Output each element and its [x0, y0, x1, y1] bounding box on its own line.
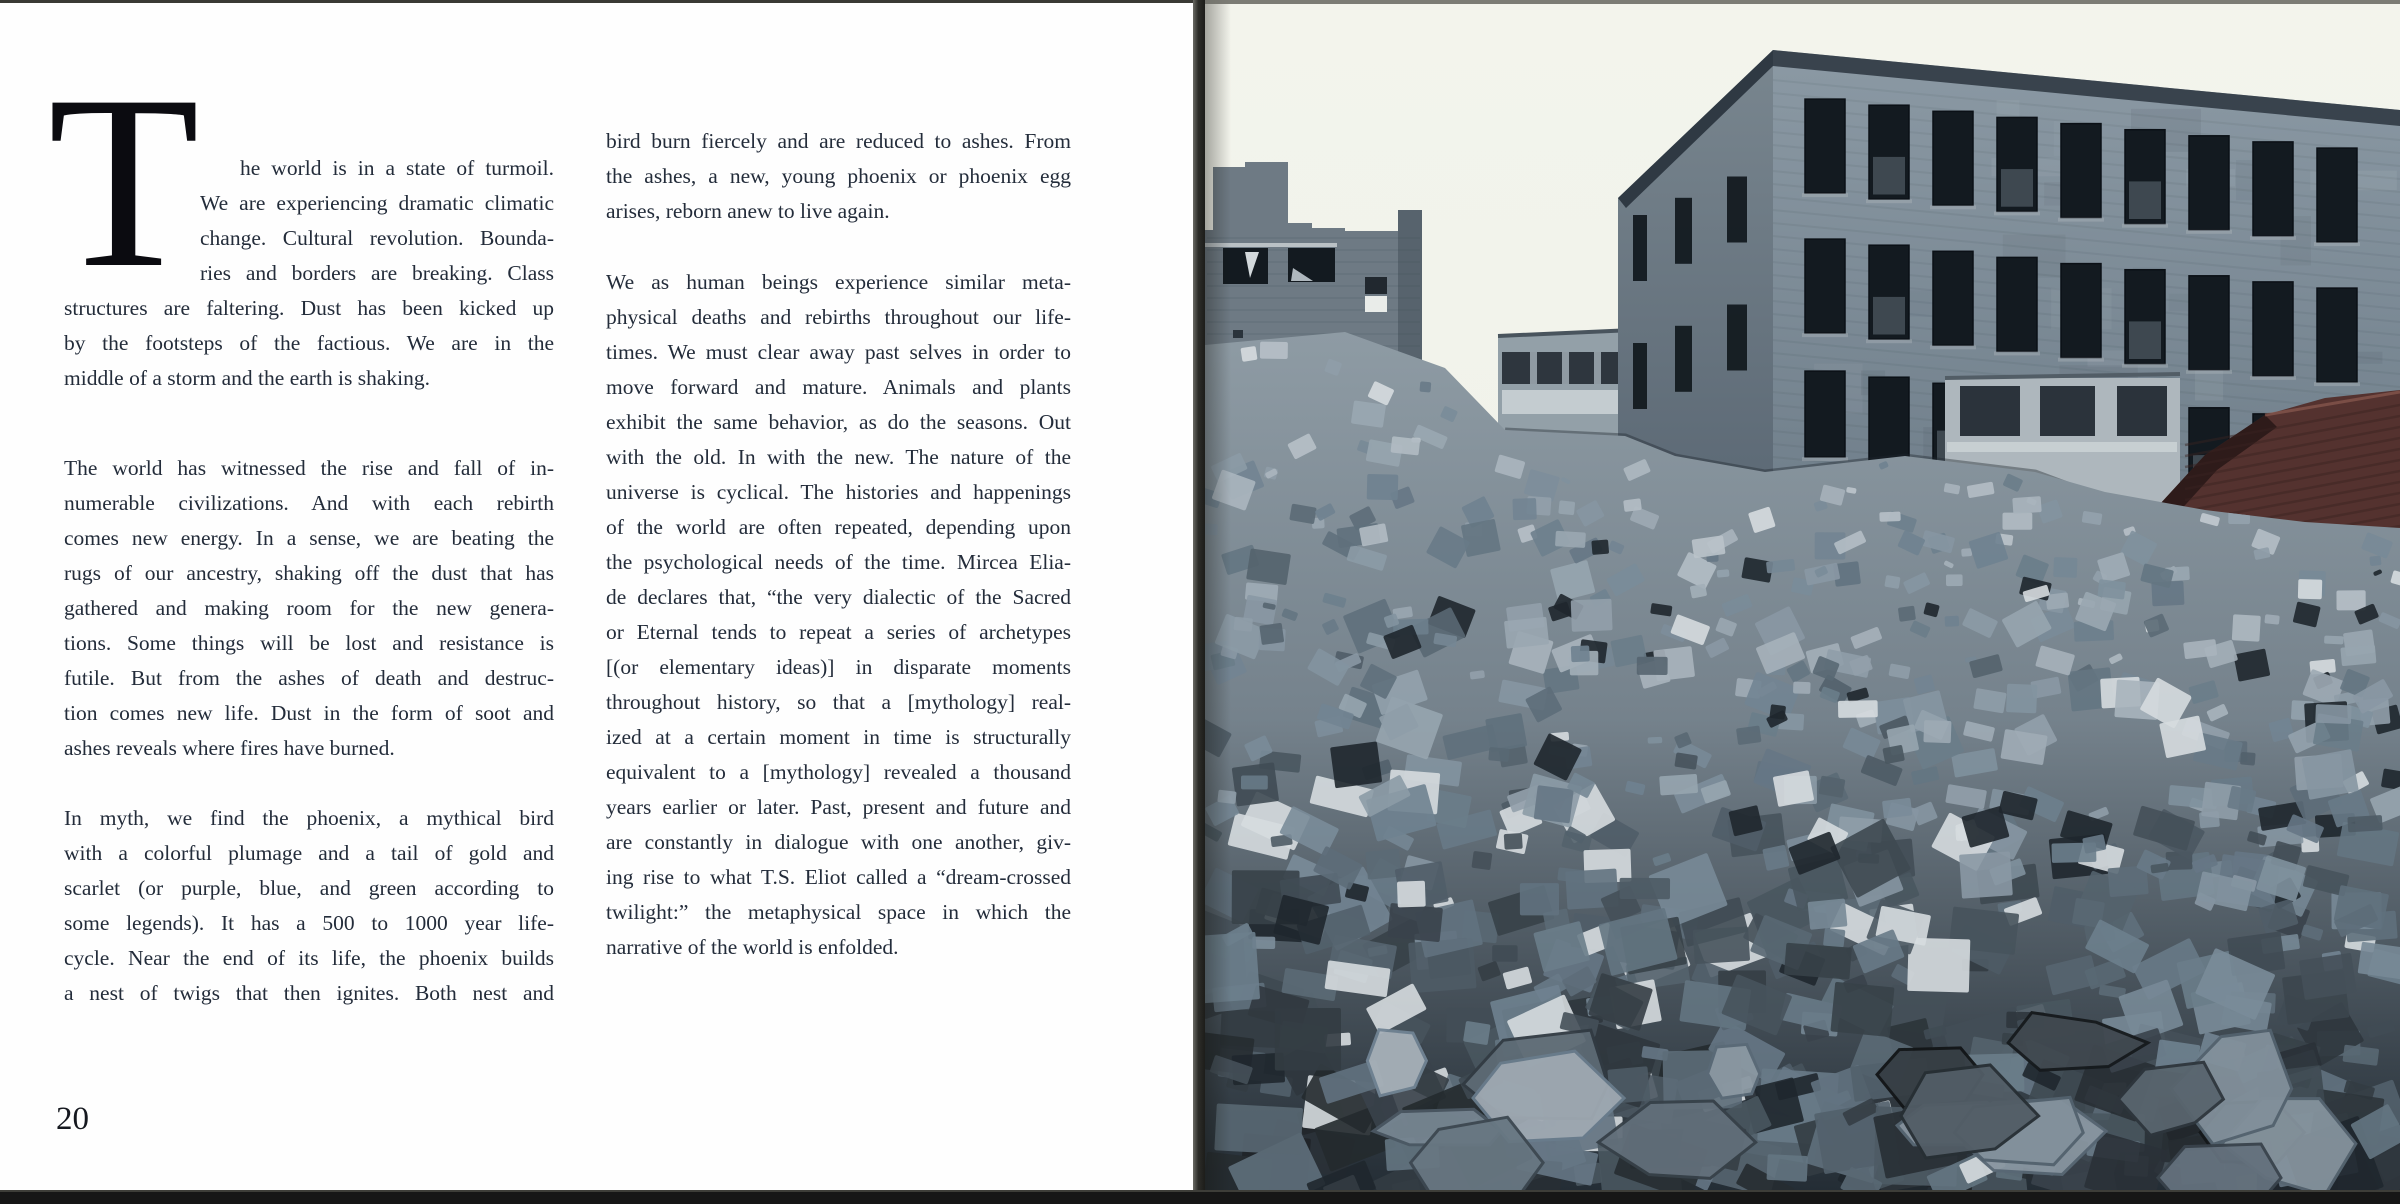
text-line: bird burn fiercely and are reduced to ashes. From — [606, 129, 1071, 153]
paragraph — [606, 124, 1071, 229]
text-line: years earlier or later. Past, present and future and — [606, 795, 1071, 819]
text-column-2 — [606, 124, 1071, 965]
text-column-1 — [64, 151, 554, 1011]
text-line: the ashes, a new, young phoenix or phoenix egg — [606, 164, 1071, 188]
text-line: change. Cultural revolution. Bounda- — [200, 226, 554, 250]
paragraph — [606, 265, 1071, 965]
text-line: the psychological needs of the time. Mircea Elia- — [606, 550, 1071, 574]
text-line: universe is cyclical. The histories and happenings — [606, 480, 1071, 504]
text-line: with the old. In with the new. The nature of the — [606, 445, 1071, 469]
text-line: middle of a storm and the earth is shaking. — [64, 366, 431, 390]
text-line: ized at a certain moment in time is structurally — [606, 725, 1071, 749]
drop-cap: T — [48, 44, 200, 319]
text-line: tion comes new life. Dust in the form of soot and — [64, 701, 554, 725]
text-line: move forward and mature. Animals and plants — [606, 375, 1071, 399]
text-line: exhibit the same behavior, as do the seasons. Out — [606, 410, 1071, 434]
text-line: cycle. Near the end of its life, the phoenix builds — [64, 946, 554, 970]
text-line: physical deaths and rebirths throughout our life- — [606, 305, 1071, 329]
text-line: of the world are often repeated, depending upon — [606, 515, 1071, 539]
text-line: equivalent to a [mythology] revealed a thousand — [606, 760, 1071, 784]
text-line: de declares that, “the very dialectic of the Sacred — [606, 585, 1071, 609]
text-line: or Eternal tends to repeat a series of archetypes — [606, 620, 1071, 644]
text-line: The world has witnessed the rise and fall of in- — [64, 456, 554, 480]
text-line: ing rise to what T.S. Eliot called a “dream-crossed — [606, 865, 1071, 889]
text-line: arises, reborn anew to live again. — [606, 199, 890, 223]
paragraph — [64, 801, 554, 1011]
text-line: [(or elementary ideas)] in disparate moments — [606, 655, 1071, 679]
ruins-photo — [1205, 0, 2400, 1190]
left-page — [0, 0, 1193, 1190]
text-line: are constantly in dialogue with one another, giv- — [606, 830, 1071, 854]
text-line: gathered and making room for the new genera- — [64, 596, 554, 620]
text-line: tions. Some things will be lost and resistance is — [64, 631, 554, 655]
text-line: ries and borders are breaking. Class — [200, 261, 554, 285]
text-line: In myth, we find the phoenix, a mythical bird — [64, 806, 554, 830]
text-line: some legends). It has a 500 to 1000 year life- — [64, 911, 554, 935]
paragraph — [64, 151, 554, 396]
paragraph — [64, 451, 554, 766]
text-line: with a colorful plumage and a tail of gold and — [64, 841, 554, 865]
text-line: numerable civilizations. And with each rebirth — [64, 491, 554, 515]
text-line: ashes reveals where fires have burned. — [64, 736, 395, 760]
page-number: 20 — [56, 1101, 89, 1137]
text-line: structures are faltering. Dust has been kicked up — [64, 296, 554, 320]
text-line: We as human beings experience similar meta- — [606, 270, 1071, 294]
text-line: futile. But from the ashes of death and destruc- — [64, 666, 554, 690]
text-line: comes new energy. In a sense, we are beating the — [64, 526, 554, 550]
text-line: narrative of the world is enfolded. — [606, 935, 899, 959]
text-line: by the footsteps of the factious. We are in the — [64, 331, 554, 355]
text-line: times. We must clear away past selves in order to — [606, 340, 1071, 364]
text-line: scarlet (or purple, blue, and green according to — [64, 876, 554, 900]
page-gutter — [1193, 0, 1205, 1190]
text-line: rugs of our ancestry, shaking off the dust that has — [64, 561, 554, 585]
text-line: he world is in a state of turmoil. — [240, 156, 554, 180]
text-line: We are experiencing dramatic climatic — [200, 191, 554, 215]
book-bottom-edge — [0, 1190, 2400, 1204]
ruins-photo-svg — [1205, 0, 2400, 1190]
text-line: twilight:” the metaphysical space in which the — [606, 900, 1071, 924]
text-line: throughout history, so that a [mythology] real- — [606, 690, 1071, 714]
text-line: a nest of twigs that then ignites. Both nest and — [64, 981, 554, 1005]
